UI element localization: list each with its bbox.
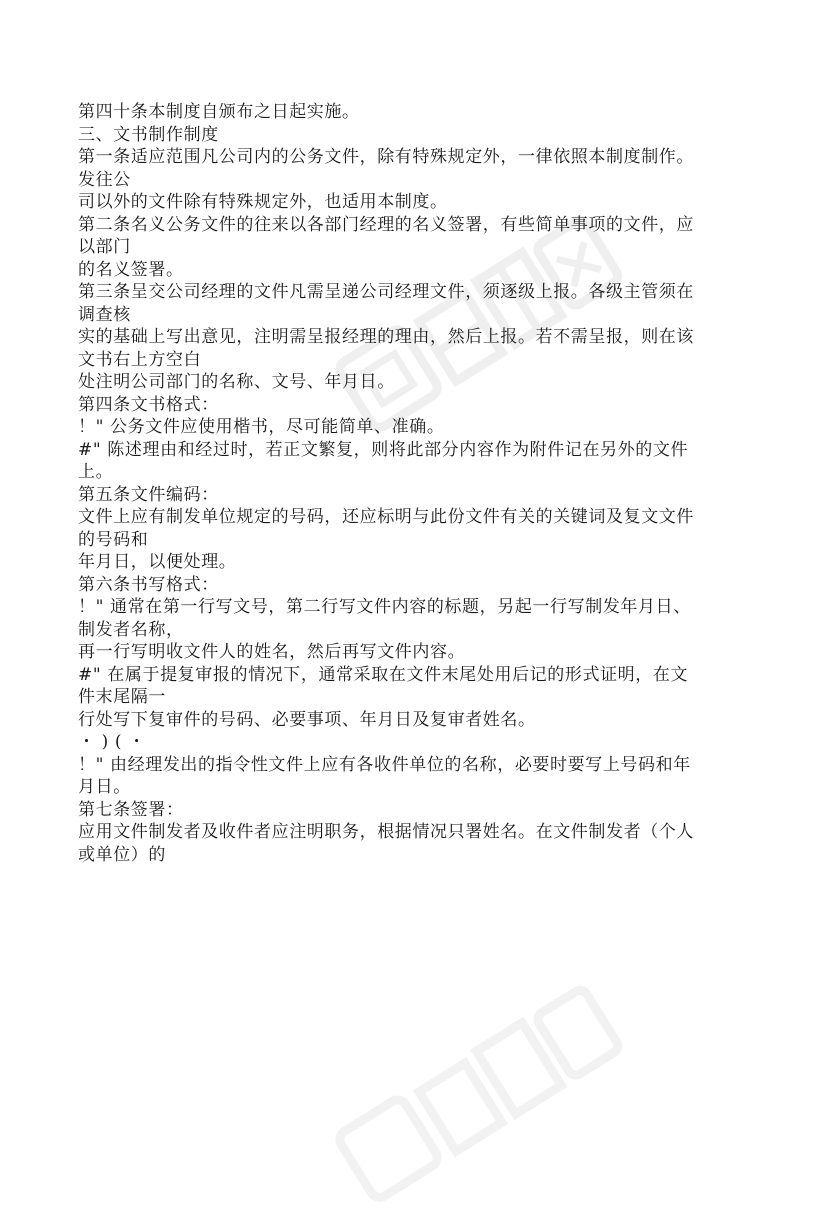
text-line: 第五条文件编码：	[78, 484, 219, 505]
text-line: 月日。	[78, 777, 131, 797]
text-line: 的名义签署。	[78, 259, 184, 280]
text-line: ！" 由经理发出的指令性文件上应有各收件单位的名称，必要时要写上号码和年	[78, 754, 691, 775]
text-line: 司以外的文件除有特殊规定外，也适用本制度。	[78, 192, 448, 212]
text-line: 制发者名称，	[78, 619, 184, 640]
text-line: 行处写下复审件的号码、必要事项、年月日及复审者姓名。	[78, 709, 536, 730]
text-line: 第七条签署：	[78, 799, 184, 820]
text-line: 文件上应有制发单位规定的号码，还应标明与此份文件有关的关键词及复文文件	[78, 507, 694, 527]
text-line: 年月日，以便处理。	[78, 552, 237, 572]
text-line: 三、文书制作制度	[78, 124, 219, 145]
text-line: 第二条名义公务文件的往来以各部门经理的名义签署，有些简单事项的文件，应	[78, 214, 694, 235]
text-line: 处注明公司部门的名称、文号、年月日。	[78, 372, 395, 392]
document-body	[78, 101, 763, 866]
text-line: ！" 公务文件应使用楷书，尽可能简单、准确。	[78, 417, 445, 437]
text-line: 第一条适应范围凡公司内的公务文件，除有特殊规定外，一律依照本制度制作。	[78, 147, 694, 167]
text-line: 以部门	[78, 237, 131, 257]
text-line: #" 在属于提复审报的情况下，通常采取在文件末尾处用后记的形式证明，在文	[78, 664, 689, 685]
text-line: 或单位）的	[78, 844, 166, 865]
text-line: 应用文件制发者及收件者应注明职务，根据情况只署姓名。在文件制发者（个人	[78, 822, 694, 842]
text-line: ・ ) ( ・	[78, 732, 146, 752]
text-line: 第四十条本制度自颁布之日起实施。	[78, 102, 360, 122]
text-line: 件末尾隔一	[78, 687, 166, 707]
text-line: 调查核	[78, 304, 131, 325]
text-line: 第四条文书格式：	[78, 394, 219, 415]
text-line: #" 陈述理由和经过时，若正文繁复，则将此部分内容作为附件记在另外的文件	[78, 439, 689, 460]
watermark-graphic-bottom	[324, 969, 637, 1221]
text-line: 文书右上方空白	[78, 349, 202, 370]
text-line: ！" 通常在第一行写文号，第二行写文件内容的标题，另起一行写制发年月日、	[78, 597, 691, 617]
text-line: 第三条呈交公司经理的文件凡需呈递公司经理文件，须逐级上报。各级主管须在	[78, 282, 694, 302]
text-line: 上。	[78, 462, 114, 482]
text-line: 实的基础上写出意见，注明需呈报经理的理由，然后上报。若不需呈报，则在该	[78, 327, 694, 347]
text-line: 发往公	[78, 169, 131, 190]
text-line: 的号码和	[78, 529, 149, 550]
text-line: 第六条书写格式：	[78, 574, 219, 595]
text-line: 再一行写明收文件人的姓名，然后再写文件内容。	[78, 642, 466, 662]
